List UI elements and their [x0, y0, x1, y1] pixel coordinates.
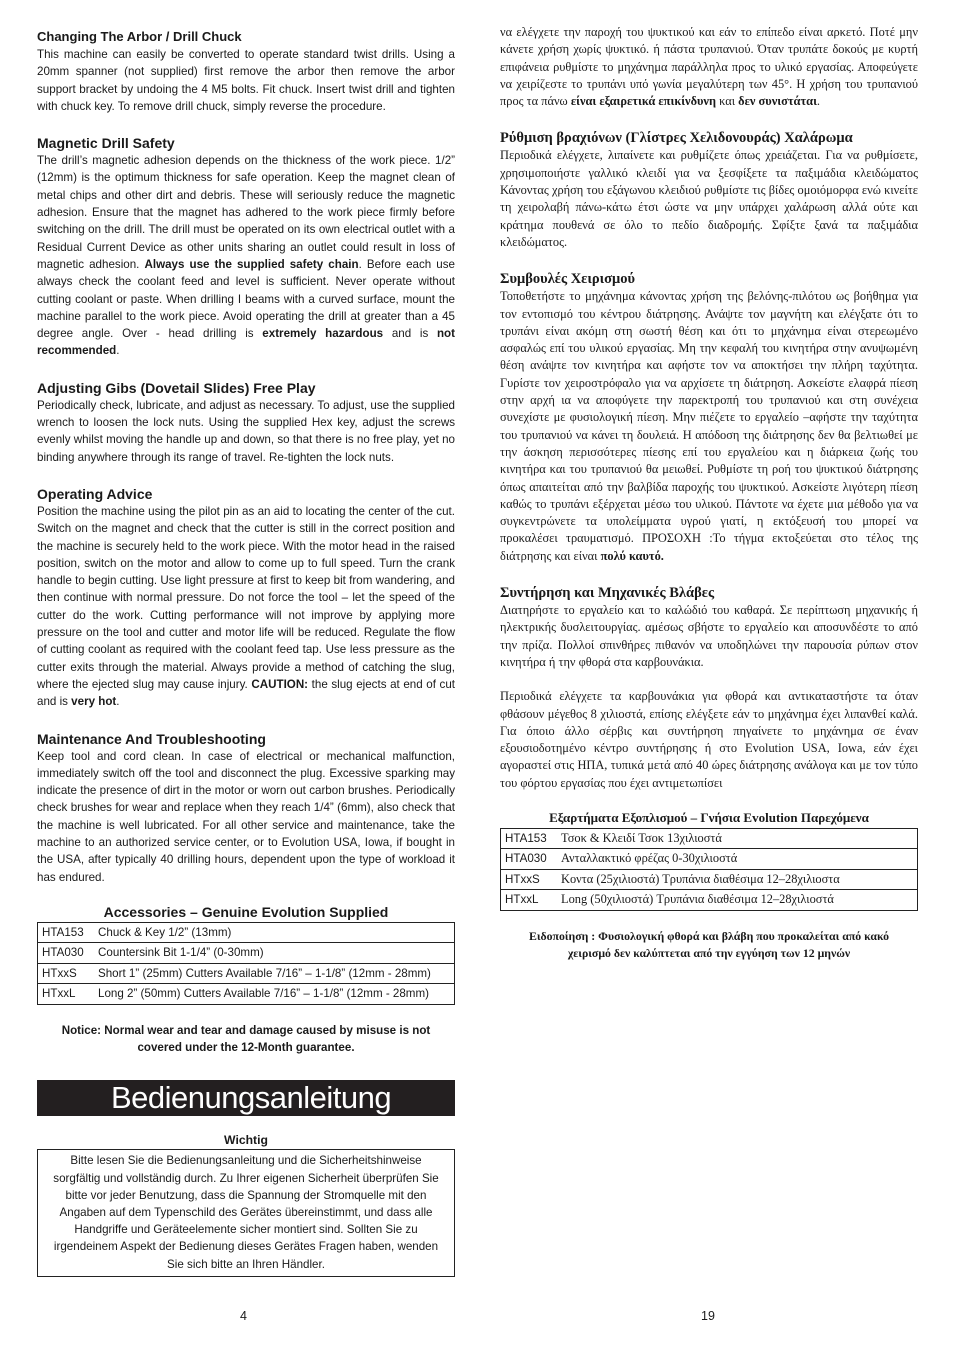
- table-row: HTA153 Chuck & Key 1/2” (13mm): [42, 925, 232, 939]
- table-row: HTxxL Long (50χιλιοστά) Τρυπάνια διαθέσιμα 12–28χιλιοστά: [501, 890, 918, 911]
- wichtig-box: Bitte lesen Sie die Bedienungsanleitung und die Sicherheitshinweise sorgfältig und vollständig durch. Zu Ihrer eigenen Sicherheit überprüfen Sie bitte vor jeder Benutzung, dass die Spannung der Stromquelle mit den Angaben auf dem Typenschild des Gerätes übereinstimmt, und dass alle Handgriffe und Geräteelemente sicher montiert sind. Sollten Sie zu irgendeinem Aspekt der Bedienung dieses Gerätes Fragen haben, wenden Sie sich bitte an Ihren Händler.: [37, 1149, 455, 1276]
- wichtig-heading: Wichtig: [224, 1133, 268, 1148]
- section-banner: Bedienungsanleitung: [37, 1080, 455, 1116]
- table-row: HTxxS Short 1” (25mm) Cutters Available 7/16” – 1-1/8” (12mm - 28mm): [38, 963, 455, 984]
- accessories-table-gr: [500, 828, 918, 911]
- maintenance-heading-gr: Συντήρηση και Μηχανικές Βλάβες: [500, 585, 715, 602]
- warranty-notice: Notice: Normal wear and tear and damage caused by misuse is not covered under the 12-Month guarantee.: [61, 1023, 431, 1055]
- operating-text: Position the machine using the pilot pin as an aid to locating the center of the cut. Switch on the magnet and check that the cutter is still in the correct position and the machine is securely held to the work piece. With the motor head in the raised position, switch on the motor and allow to come up to full speed. Turn the crank handle to begin cutting. Use light pressure at first to keep bit from wandering, and then continue with normal pressure. Do not force the tool – let the speed of the cutter do the work. Cutting performance will not improve by applying more pressure on the tool and cutter and motor life will be reduced. Regulate the flow of cutting coolant as required with the coolant feed tap. Use less pressure as the cutter exits through the material. Always provide a method of catching the slug, where the ejected slug may cause injury. CAUTION: the slug ejects at end of cut and is very hot.: [37, 504, 455, 709]
- accessories-caption: Accessories – Genuine Evolution Supplied: [103, 903, 389, 920]
- arbor-heading: Changing The Arbor / Drill Chuck: [37, 29, 242, 44]
- table-row: HTA030 Ανταλλακτικό φρέζας 0-30χιλιοστά: [501, 849, 918, 870]
- page-number-right: 19: [701, 1309, 715, 1323]
- right-column: [500, 24, 918, 963]
- accessories-table: [37, 922, 455, 1005]
- gibs-heading-gr: Ρύθμιση βραχιόνων (Γλίστρες Χελιδονουράς) Χαλάρωμα: [500, 130, 853, 147]
- handling-text-gr: Τοποθετήστε το μηχάνημα κάνοντας χρήση της βελόνης-πιλότου ως βοήθημα για τον εντοπισμό του κέντρου διάτρησης. Ανάψτε τον μαγνήτη και ελέγξατε ότι το τρυπάνι είναι ακόμη στη σωστή θέση και ότι το μηχάνημα είναι στερεωμένο ασφαλώς επί του υλικού εργασίας. Μη την κεφαλή του κινητήρα στην ανυψωμένη θέση ανάψτε τον κινητήρα και αφήστε τον να αποκτήσει την πλήρη ταχύτητα. Γυρίστε τον χειροστρόφαλο για να αρχίσετε τη διάτρηση. Ασκείστε ελαφρά πίεση στην αρχή ια να αποφύγετε την παρεκτροπή του τρυπανιού και στη συνέχεια συνεχίστε με φυσιολογική πίεση. Μην πιέζετε το εργαλείο –αφήστε την ταχύτητα του τρυπανιού να κάνει τη δουλειά. Η απόδοση της διάτρησης δεν θα βελτιωθεί με την άσκηση περισσότερες πίεσης επί του εργαλείου και η διάρκεια ζωής του κινητήρα και του τρυπανιού θα μειωθεί. Ρυθμίστε τη ροή του ψυκτικού διάτρησης όπως απαιτείται από την βαλβίδα παροχής του ψυκτικού. Ασκείστε λιγότερη πίεση καθώς το τρυπάνι εξέρχεται μέσω του υλικού. Πάντοτε να έχετε μια μέθοδο για να συγκεντρώνετε τα υπολείμματα υγρού γιατί, η εκτόξευσή του μπορεί να προκαλέσει τραυματισμό. ΠΡΟΣΟΧΗ :Το τήγμα εκτοξεύεται στο τέλος της διάτρησης και είναι πολύ καυτό.: [500, 289, 918, 563]
- gibs-text-gr: Περιοδικά ελέγχετε, λιπαίνετε και ρυθμίζετε όπως χρειάζεται. Για να ρυθμίσετε, χρησιμοποιήστε γαλλικό κλειδί για να ξεσφίξετε τα παξιμάδια κλειδώματος Κάνοντας χρήση του εξάγωνου κλειδιού ρυθμίστε τις βίδες ομοιόμορφα ενώ κινείτε τη χειρολαβή πάνω-κάτω έτσι ώστε να μην υπάρχει χαλάρωση αλλά ούτε και κράτημα πουθενά σε όλο το πεδίο διαδρομής. Σφίξτε ξανά τα παξιμάδια κλειδώματος.: [500, 148, 918, 249]
- maintenance-text-gr-1: Διατηρήστε το εργαλείο και το καλώδιό του καθαρά. Σε περίπτωση μηχανικής ή ηλεκτρικής δυσλειτουργίας. αμέσως σβήστε το εργαλείο και αποσυνδέστε το από την πρίζα. Πολλοί σπινθήρες πιθανόν να υποδηλώνει την παρουσία ρύπων στον κινητήρα ή την φθορά στα καρβουνάκια.: [500, 603, 918, 669]
- table-row: HTxxL Long 2” (50mm) Cutters Available 7/16” – 1-1/8” (12mm - 28mm): [38, 984, 455, 1005]
- table-row: HTxxS Κοντα (25χιλιοστά) Τρυπάνια διαθέσιμα 12–28χιλιοστα: [501, 869, 918, 890]
- left-column: [37, 28, 455, 1277]
- arbor-text: This machine can easily be converted to operate standard twist drills. Using a 20mm spanner (not supplied) first remove the arbor then remove the arbor support bracket by undoing the 4 M5 bolts. Fit chuck. Insert twist drill and tighten with chuck key. To remove drill chuck, simply reverse the procedure.: [37, 48, 455, 113]
- safety-heading: Magnetic Drill Safety: [37, 135, 175, 152]
- table-row: HTA153 Τσοκ & Κλειδί Τσοκ 13χιλιοστά: [505, 830, 722, 845]
- handling-heading-gr: Συμβουλές Χειρισμού: [500, 271, 636, 288]
- intro-text: να ελέγχετε την παροχή του ψυκτικού και εάν το επίπεδο είναι αρκετό. Ποτέ μην κάνετε χρήση χωρίς ψυκτικό. ή πάστα τρυπανιού. Όταν τρυπάτε δοκούς με κυρτή επιφάνεια ρυθμίστε το μηχάνημα παράλληλα προς το υλικό εργασίας. Αποφεύγετε να χειρίζεστε το τρυπάνι υπό γωνία μεγαλύτερη των 45°. Η χρήση του τρυπανιού προς τα πάνω είναι εξαιρετικά επικίνδυνη και δεν συνιστάται.: [500, 25, 918, 109]
- maintenance-text: Keep tool and cord clean. In case of electrical or mechanical malfunction, immediately switch off the tool and disconnect the plug. Excessive sparking may indicate the presence of dirt in the motor or worn out carbon brushes. Periodically check brushes for wear and replace when they reach 1/4” (6mm), also check that the machine is well lubricated. For all other service and maintenance, take the machine to an authorized service center, or to Evolution USA, Iowa, if bought in the USA, after typically 40 drilling hours, dependent upon the type of workload it has endured.: [37, 749, 455, 884]
- maintenance-heading: Maintenance And Troubleshooting: [37, 730, 266, 747]
- safety-text: The drill’s magnetic adhesion depends on the thickness of the work piece. 1/2” (12mm) is the optimum thickness for safe operation. Keep the magnet clean of metal chips and other dirt and debris. These will seriously reduce the magnetic adhesion. Ensure that the magnet has adhered to the work piece firmly before switching on the drill. The drill must be operated on its own electrical outlet with a Residual Current Device as other units sharing an outlet could result in loss of magnetic adhesion. Always use the supplied safety chain. Before each use always check the coolant feed and level is sufficient. Never operate without cutting coolant or paste. When drilling I beams with a curved surface, mount the machine parallel to the work piece. Avoid operating the drill at greater than a 45 degree angle. Over - head drilling is extremely hazardous and is not recommended.: [37, 154, 455, 358]
- accessories-caption-gr: Εξαρτήματα Εξοπλισμού – Γνήσια Evolution Παρεχόμενα: [549, 809, 869, 825]
- gibs-text: Periodically check, lubricate, and adjust as necessary. To adjust, use the supplied wrench to loosen the lock nuts. Using the supplied Hex key, adjust the screws evenly whilst moving the handle up and down, so that there is no free play, yet no binding anywhere through its range of travel. Re-tighten the lock nuts.: [37, 398, 455, 464]
- page-number-left: 4: [240, 1309, 247, 1323]
- warranty-notice-gr: Ειδοποίηση : Φυσιολογική φθορά και βλάβη που προκαλείται από κακό χειρισμό δεν καλύπτεται από την εγγύηση των 12 μηνών: [528, 928, 890, 961]
- operating-heading: Operating Advice: [37, 485, 153, 502]
- gibs-heading: Adjusting Gibs (Dovetail Slides) Free Play: [37, 379, 316, 396]
- table-row: HTA030 Countersink Bit 1-1/4” (0-30mm): [38, 943, 455, 964]
- maintenance-text-gr-2: Περιοδικά ελέγχετε τα καρβουνάκια για φθορά και αντικαταστήστε τα όταν φθάσουν μέγεθος 8 χιλιοστά, επίσης ελέγξετε εάν το μηχάνημα έχει λιπανθεί καλά. Για όποιο άλλο σέρβις και συντήρηση πηγαίνετε το μηχάνημα σε έναν εξουσιοδοτημένο κέντρο συντήρησης ή στο Evolution USA, Iowa, εάν έχει αγοραστεί στις ΗΠΑ, τυπικά μετά από 40 ώρες διάτρησης ανάλογα και με τον τύπο του φόρτου εργασίας που έχει αντιμετωπίσει: [500, 689, 918, 790]
